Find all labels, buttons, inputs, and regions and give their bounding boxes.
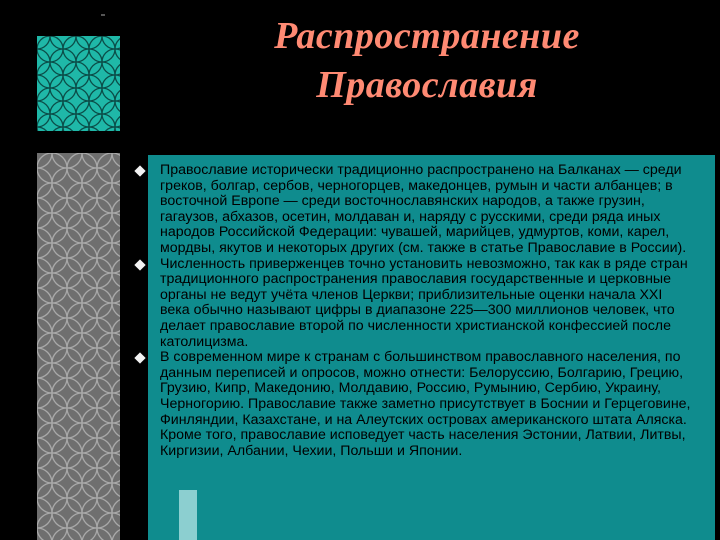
slide-title [222,12,632,110]
pattern-circle [37,393,67,423]
bullet-item [128,257,693,351]
pattern-circle [52,318,82,348]
pattern-circle [52,168,82,198]
pattern-circle [67,483,97,513]
pattern-circle [82,258,112,288]
pattern-circle [102,127,120,131]
grey-pattern-svg [37,153,120,540]
pattern-circle [37,183,67,213]
pattern-circle [67,333,97,363]
bullet-list [128,163,693,459]
pattern-circle [67,363,97,393]
pattern-circle [67,213,97,243]
decorative-dot [101,14,105,16]
diamond-bullet-icon [134,259,145,270]
pattern-circle [37,273,67,303]
pattern-circle [97,513,120,540]
pattern-circle [52,378,82,408]
pattern-circle [67,393,97,423]
bullet-text: В современном мире к странам с большинством православного населения, по данным переписей и опросов, можно отнести: Белоруссию, Болгарию, Грецию, Грузию, Кипр, Македонию, Молдавию, Россию, Румынию, Сербию, Украину, Черногорию. Православие также заметно присутствует в Боснии и Герцеговине, Финляндии, Казахстане, и на Алеутских островах американского штата Аляска. Кроме того, православие исповедует часть населения Эстонии, Латвии, Литвы, Киргизии, Албании, Чехии, Польши и Японии. [160,349,691,459]
pattern-circle [112,528,120,540]
pattern-circle [37,213,67,243]
pattern-circle [67,453,97,483]
pattern-circle [52,438,82,468]
pattern-circle [37,453,67,483]
pattern-circle [115,114,120,131]
bullet-item [128,163,693,257]
grey-circle-pattern-icon [37,153,120,540]
bullet-item [128,350,693,459]
pattern-circle [82,378,112,408]
bullet-text: Численность приверженцев точно установить невозможно, так как в ряде стран традиционного распространения православия государственные и церковные органы не ведут учёта членов Церкви; приблизительные оценки начала XXI века обычно называют цифры в диапазоне 225—300 миллионов человек, что делает православие второй по численности христианской конфессией после католицизма. [160,255,688,350]
pattern-circle [37,333,67,363]
pattern-circle [82,498,112,528]
pattern-circle [82,348,112,378]
pattern-circle [37,423,67,453]
diamond-bullet-icon [134,165,145,176]
pattern-circle [37,303,67,333]
pattern-circle [67,183,97,213]
pattern-circle [37,243,67,273]
pattern-circle [82,468,112,498]
decorative-bar [179,490,197,540]
pattern-circle [67,243,97,273]
pattern-circle [52,348,82,378]
pattern-circle [82,408,112,438]
bullet-text: Православие исторически традиционно распространено на Балканах — среди греков, болгар, сербов, черногорцев, македонцев, румын и части албанцев; в восточной Европе — среди восточнославянских народов, а также грузин, гагаузов, абхазов, осетин, молдаван и, наряду с русскими, среди ряда иных народов Российской Федерации: чувашей, марийцев, удмуртов, коми, карел, мордвы, якутов и некоторых других (см. также в статье Православие в России). [160,162,687,256]
pattern-circle [82,168,112,198]
pattern-circle [37,528,52,540]
pattern-circle [82,198,112,228]
pattern-circle [37,363,67,393]
pattern-circle [52,288,82,318]
pattern-circle [67,273,97,303]
title-line-1: Распространение [274,15,580,57]
teal-circle-pattern-icon [37,36,120,131]
pattern-circle [82,438,112,468]
pattern-circle [82,318,112,348]
pattern-circle [37,483,67,513]
pattern-circle [52,498,82,528]
title-line-2: Православия [316,64,538,106]
pattern-circle [67,423,97,453]
pattern-circle [67,303,97,333]
pattern-circle [37,127,50,131]
pattern-circle [37,153,67,183]
pattern-circle [52,408,82,438]
pattern-circle [67,153,97,183]
pattern-circle [82,288,112,318]
pattern-circle [52,468,82,498]
teal-pattern-svg [37,36,120,131]
pattern-circle [52,198,82,228]
pattern-circle [82,228,112,258]
pattern-circle [52,258,82,288]
diamond-bullet-icon [134,352,145,363]
pattern-circle [52,228,82,258]
